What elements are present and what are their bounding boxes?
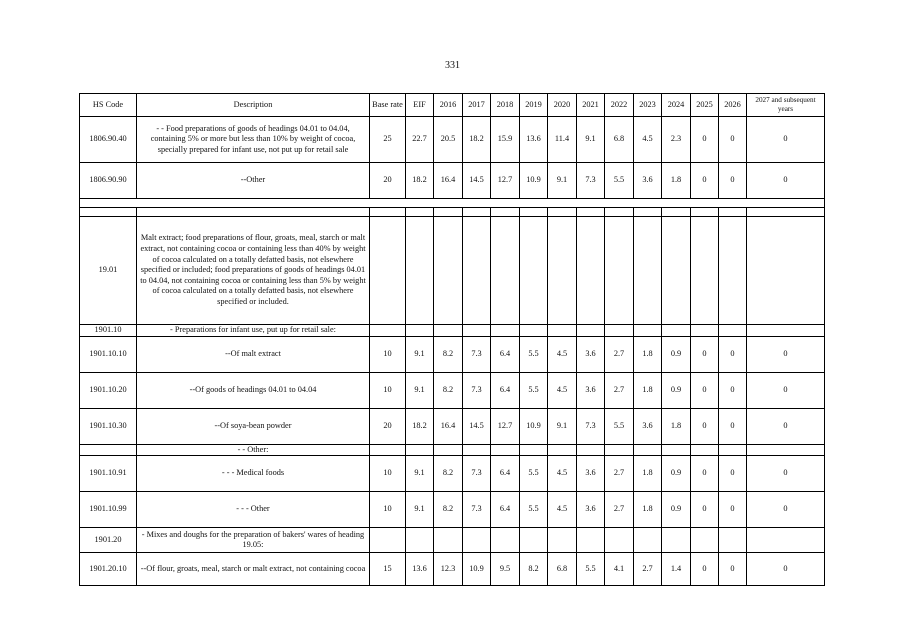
rate-cell: 5.5	[520, 336, 548, 372]
hs-code-cell: 1901.10.10	[80, 336, 137, 372]
empty-cell	[548, 444, 577, 456]
empty-cell	[577, 528, 605, 553]
hs-code-cell: 1901.20	[80, 528, 137, 553]
rate-cell: 0	[747, 553, 825, 586]
empty-cell	[137, 208, 370, 217]
hs-code-cell: 1901.10	[80, 325, 137, 337]
rate-cell: 18.2	[406, 163, 434, 199]
empty-cell	[406, 217, 434, 325]
rate-cell: 9.1	[406, 456, 434, 492]
description-cell: - Mixes and doughs for the preparation of bakers' wares of heading 19.05:	[137, 528, 370, 553]
empty-cell	[662, 217, 691, 325]
rate-cell: 8.2	[434, 372, 463, 408]
empty-cell	[691, 444, 719, 456]
empty-cell	[370, 208, 406, 217]
header-eif: EIF	[406, 94, 434, 117]
rate-cell: 8.2	[520, 553, 548, 586]
rate-cell: 9.1	[406, 336, 434, 372]
empty-cell	[662, 208, 691, 217]
empty-cell	[520, 444, 548, 456]
hs-code-cell: 1901.10.20	[80, 372, 137, 408]
rate-cell: 6.8	[548, 553, 577, 586]
header-2018: 2018	[491, 94, 520, 117]
rate-cell: 0.9	[662, 492, 691, 528]
rate-cell: 6.8	[605, 117, 634, 163]
rate-cell: 9.1	[406, 492, 434, 528]
hs-code-cell: 1901.20.10	[80, 553, 137, 586]
rate-cell: 0	[747, 456, 825, 492]
empty-cell	[719, 217, 747, 325]
rate-cell: 3.6	[577, 336, 605, 372]
rate-cell: 3.6	[577, 456, 605, 492]
header-base-rate: Base rate	[370, 94, 406, 117]
rate-cell: 1.4	[662, 553, 691, 586]
empty-cell	[548, 217, 577, 325]
table-row	[80, 117, 825, 163]
header-2020: 2020	[548, 94, 577, 117]
rate-cell: 9.1	[548, 408, 577, 444]
table-row	[80, 163, 825, 199]
rate-cell: 0	[747, 372, 825, 408]
rate-cell: 5.5	[605, 163, 634, 199]
rate-cell: 4.1	[605, 553, 634, 586]
rate-cell: 6.4	[491, 492, 520, 528]
rate-cell: 10	[370, 456, 406, 492]
header-2019: 2019	[520, 94, 548, 117]
header-2024: 2024	[662, 94, 691, 117]
empty-cell	[406, 528, 434, 553]
rate-cell: 0	[719, 163, 747, 199]
header-hs-code: HS Code	[80, 94, 137, 117]
rate-cell: 1.8	[662, 163, 691, 199]
empty-cell	[605, 444, 634, 456]
table-row	[80, 372, 825, 408]
rate-cell: 4.5	[548, 492, 577, 528]
rate-cell: 14.5	[463, 163, 491, 199]
empty-cell	[491, 217, 520, 325]
rate-cell: 7.3	[463, 372, 491, 408]
hs-code-cell: 1901.10.30	[80, 408, 137, 444]
rate-cell: 15.9	[491, 117, 520, 163]
empty-cell	[520, 325, 548, 337]
empty-cell	[491, 325, 520, 337]
rate-cell: 20	[370, 408, 406, 444]
rate-cell: 0	[719, 492, 747, 528]
empty-cell	[662, 325, 691, 337]
rate-cell: 1.8	[662, 408, 691, 444]
rate-cell: 2.3	[662, 117, 691, 163]
rate-cell: 0	[691, 408, 719, 444]
rate-cell: 22.7	[406, 117, 434, 163]
rate-cell: 0	[691, 553, 719, 586]
rate-cell: 1.8	[634, 492, 662, 528]
rate-cell: 4.5	[548, 372, 577, 408]
rate-cell: 20	[370, 163, 406, 199]
header-2016: 2016	[434, 94, 463, 117]
rate-cell: 11.4	[548, 117, 577, 163]
empty-cell	[605, 217, 634, 325]
rate-cell: 12.7	[491, 408, 520, 444]
empty-cell	[434, 217, 463, 325]
rate-cell: 14.5	[463, 408, 491, 444]
header-2025: 2025	[691, 94, 719, 117]
empty-cell	[691, 208, 719, 217]
tariff-schedule-table	[79, 93, 825, 586]
table-row	[80, 456, 825, 492]
rate-cell: 7.3	[463, 336, 491, 372]
table-row	[80, 444, 825, 456]
rate-cell: 0	[719, 456, 747, 492]
table-row	[80, 217, 825, 325]
rate-cell: 0	[719, 336, 747, 372]
rate-cell: 10.9	[520, 163, 548, 199]
table-row	[80, 408, 825, 444]
header-row	[80, 94, 825, 117]
description-cell: - - - Medical foods	[137, 456, 370, 492]
description-cell: Malt extract; food preparations of flour, groats, meal, starch or malt extract, not containing cocoa or containing less than 40% by weight of cocoa calculated on a totally defatted basis, not elsewhere specified or included; food preparations of goods of headings 04.01 to 04.04, not containing cocoa or containing less than 5% by weight of cocoa calculated on a totally defatted basis, not elsewhere specified or included.	[137, 217, 370, 325]
blank-row	[80, 208, 825, 217]
empty-cell	[370, 444, 406, 456]
rate-cell: 9.1	[548, 163, 577, 199]
hs-code-cell: 19.01	[80, 217, 137, 325]
empty-cell	[662, 528, 691, 553]
rate-cell: 9.1	[577, 117, 605, 163]
page-number: 331	[445, 60, 460, 71]
rate-cell: 10	[370, 336, 406, 372]
empty-cell	[406, 444, 434, 456]
rate-cell: 2.7	[605, 372, 634, 408]
empty-cell	[605, 208, 634, 217]
hs-code-cell	[80, 444, 137, 456]
empty-cell	[634, 325, 662, 337]
empty-cell	[577, 217, 605, 325]
rate-cell: 5.5	[520, 492, 548, 528]
empty-cell	[691, 528, 719, 553]
rate-cell: 0	[691, 336, 719, 372]
table-row	[80, 325, 825, 337]
empty-cell	[719, 528, 747, 553]
rate-cell: 0	[719, 408, 747, 444]
rate-cell: 10	[370, 492, 406, 528]
empty-cell	[80, 208, 137, 217]
rate-cell: 0.9	[662, 372, 691, 408]
description-cell: --Of malt extract	[137, 336, 370, 372]
rate-cell: 0	[719, 553, 747, 586]
rate-cell: 16.4	[434, 163, 463, 199]
rate-cell: 7.3	[463, 492, 491, 528]
rate-cell: 0.9	[662, 456, 691, 492]
empty-cell	[370, 325, 406, 337]
rate-cell: 3.6	[634, 163, 662, 199]
header-2027-and-subsequent-years: 2027 and subsequent years	[747, 94, 825, 117]
rate-cell: 2.7	[605, 336, 634, 372]
empty-cell	[491, 444, 520, 456]
empty-cell	[577, 444, 605, 456]
description-cell: - - - Other	[137, 492, 370, 528]
header-2017: 2017	[463, 94, 491, 117]
empty-cell	[634, 208, 662, 217]
rate-cell: 0	[747, 336, 825, 372]
empty-cell	[491, 528, 520, 553]
table-row	[80, 553, 825, 586]
rate-cell: 0	[691, 456, 719, 492]
description-cell: - - Food preparations of goods of headings 04.01 to 04.04, containing 5% or more but less than 10% by weight of cocoa, specially prepared for infant use, not put up for retail sale	[137, 117, 370, 163]
hs-code-cell: 1806.90.90	[80, 163, 137, 199]
empty-cell	[747, 325, 825, 337]
empty-cell	[434, 325, 463, 337]
empty-cell	[577, 208, 605, 217]
rate-cell: 5.5	[577, 553, 605, 586]
table-row	[80, 528, 825, 553]
empty-cell	[520, 208, 548, 217]
empty-cell	[691, 217, 719, 325]
empty-cell	[747, 208, 825, 217]
description-cell: --Of goods of headings 04.01 to 04.04	[137, 372, 370, 408]
rate-cell: 0	[747, 117, 825, 163]
header-2022: 2022	[605, 94, 634, 117]
rate-cell: 12.3	[434, 553, 463, 586]
empty-cell	[747, 444, 825, 456]
spacer-cell	[80, 199, 825, 208]
rate-cell: 20.5	[434, 117, 463, 163]
rate-cell: 0	[691, 117, 719, 163]
rate-cell: 18.2	[463, 117, 491, 163]
rate-cell: 10	[370, 372, 406, 408]
rate-cell: 0	[719, 117, 747, 163]
rate-cell: 3.6	[577, 372, 605, 408]
tariff-body	[80, 117, 825, 586]
empty-cell	[520, 217, 548, 325]
rate-cell: 0	[691, 492, 719, 528]
rate-cell: 0	[747, 492, 825, 528]
empty-cell	[634, 217, 662, 325]
empty-cell	[747, 528, 825, 553]
rate-cell: 2.7	[634, 553, 662, 586]
description-cell: - Preparations for infant use, put up for retail sale:	[137, 325, 370, 337]
rate-cell: 8.2	[434, 492, 463, 528]
description-cell: --Other	[137, 163, 370, 199]
empty-cell	[434, 444, 463, 456]
empty-cell	[434, 208, 463, 217]
header-2023: 2023	[634, 94, 662, 117]
rate-cell: 8.2	[434, 336, 463, 372]
empty-cell	[463, 325, 491, 337]
rate-cell: 25	[370, 117, 406, 163]
header-description: Description	[137, 94, 370, 117]
empty-cell	[406, 325, 434, 337]
rate-cell: 7.3	[577, 408, 605, 444]
rate-cell: 9.5	[491, 553, 520, 586]
empty-cell	[370, 217, 406, 325]
rate-cell: 8.2	[434, 456, 463, 492]
rate-cell: 1.8	[634, 336, 662, 372]
rate-cell: 4.5	[548, 456, 577, 492]
empty-cell	[548, 208, 577, 217]
rate-cell: 2.7	[605, 492, 634, 528]
empty-cell	[634, 444, 662, 456]
description-cell: --Of soya-bean powder	[137, 408, 370, 444]
empty-cell	[577, 325, 605, 337]
empty-cell	[747, 217, 825, 325]
empty-cell	[548, 325, 577, 337]
empty-cell	[463, 444, 491, 456]
rate-cell: 7.3	[577, 163, 605, 199]
empty-cell	[719, 444, 747, 456]
rate-cell: 9.1	[406, 372, 434, 408]
table-row	[80, 492, 825, 528]
rate-cell: 7.3	[463, 456, 491, 492]
rate-cell: 5.5	[605, 408, 634, 444]
rate-cell: 0	[747, 408, 825, 444]
rate-cell: 12.7	[491, 163, 520, 199]
empty-cell	[719, 208, 747, 217]
empty-cell	[691, 325, 719, 337]
rate-cell: 0	[691, 372, 719, 408]
rate-cell: 6.4	[491, 456, 520, 492]
rate-cell: 0	[719, 372, 747, 408]
rate-cell: 3.6	[634, 408, 662, 444]
rate-cell: 0.9	[662, 336, 691, 372]
header-2021: 2021	[577, 94, 605, 117]
rate-cell: 4.5	[548, 336, 577, 372]
rate-cell: 18.2	[406, 408, 434, 444]
rate-cell: 13.6	[520, 117, 548, 163]
rate-cell: 0	[691, 163, 719, 199]
empty-cell	[463, 528, 491, 553]
rate-cell: 1.8	[634, 372, 662, 408]
rate-cell: 10.9	[520, 408, 548, 444]
rate-cell: 3.6	[577, 492, 605, 528]
empty-cell	[548, 528, 577, 553]
empty-cell	[605, 528, 634, 553]
rate-cell: 13.6	[406, 553, 434, 586]
rate-cell: 2.7	[605, 456, 634, 492]
rate-cell: 5.5	[520, 456, 548, 492]
description-cell: - - Other:	[137, 444, 370, 456]
rate-cell: 5.5	[520, 372, 548, 408]
empty-cell	[491, 208, 520, 217]
rate-cell: 16.4	[434, 408, 463, 444]
table-row	[80, 336, 825, 372]
hs-code-cell: 1901.10.99	[80, 492, 137, 528]
empty-cell	[463, 217, 491, 325]
rate-cell: 4.5	[634, 117, 662, 163]
description-cell: --Of flour, groats, meal, starch or malt extract, not containing cocoa	[137, 553, 370, 586]
empty-cell	[463, 208, 491, 217]
rate-cell: 10.9	[463, 553, 491, 586]
rate-cell: 6.4	[491, 336, 520, 372]
hs-code-cell: 1901.10.91	[80, 456, 137, 492]
spacer-row	[80, 199, 825, 208]
empty-cell	[406, 208, 434, 217]
empty-cell	[370, 528, 406, 553]
hs-code-cell: 1806.90.40	[80, 117, 137, 163]
rate-cell: 1.8	[634, 456, 662, 492]
empty-cell	[434, 528, 463, 553]
empty-cell	[719, 325, 747, 337]
rate-cell: 0	[747, 163, 825, 199]
header-2026: 2026	[719, 94, 747, 117]
empty-cell	[605, 325, 634, 337]
rate-cell: 15	[370, 553, 406, 586]
empty-cell	[634, 528, 662, 553]
empty-cell	[520, 528, 548, 553]
rate-cell: 6.4	[491, 372, 520, 408]
empty-cell	[662, 444, 691, 456]
